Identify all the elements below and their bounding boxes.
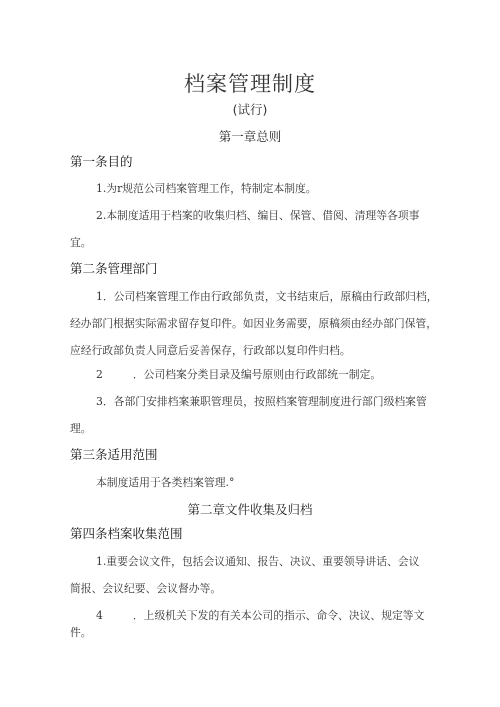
article-heading: 第二条管理部门 — [70, 261, 158, 276]
list-number: 4 — [96, 609, 103, 622]
paragraph-line: 2.本制度适用于档案的收集归档、编目、保管、借阅、清理等各项事 — [96, 209, 420, 222]
paragraph-line: 宜。 — [70, 236, 92, 249]
article-heading: 第一条目的 — [70, 154, 133, 169]
paragraph-line — [96, 608, 424, 623]
chapter-heading: 第一章总则 — [218, 129, 282, 144]
article-heading: 第四条档案收集范围 — [70, 526, 183, 541]
paragraph-line: 简报、会议纪要、会议督办等。 — [70, 582, 222, 595]
paragraph-line: 经办部门根据实际需求留存复印件。如因业务需要，原稿须由经办部门保管， — [70, 317, 438, 330]
document-title: 档案管理制度 — [184, 72, 316, 96]
paragraph-line: 件。 — [70, 626, 92, 639]
chapter-heading: 第二章文件收集及归档 — [187, 502, 313, 517]
list-number: 2 — [96, 368, 103, 381]
paragraph-line: 1.重要会议文件，包括会议通知、报告、决议、重要领导讲话、会议 — [96, 555, 420, 568]
paragraph-line: 1.为r规范公司档案管理工作，特制定本制度。 — [96, 182, 317, 195]
paragraph-line: 1．公司档案管理工作由行政部负责，文书结束后，原稿由行政部归档， — [96, 290, 438, 303]
paragraph-line: 理。 — [70, 422, 92, 435]
article-heading: 第三条适用范围 — [70, 447, 158, 462]
paragraph-line — [96, 367, 381, 382]
paragraph-line: 3．各部门安排档案兼职管理员，按照档案管理制度进行部门级档案管 — [96, 395, 427, 408]
list-text: ．公司档案分类目录及编号原则由行政部统一制定。 — [132, 368, 382, 381]
paragraph-line: 应经行政部负责人同意后妥善保存，行政部以复印件归档。 — [70, 344, 351, 357]
paragraph-line: 本制度适用于各类档案管理.° — [96, 476, 235, 489]
document-subtitle: (试行) — [232, 102, 268, 117]
list-text: ．上级机关下发的有关本公司的指示、命令、决议、规定等文 — [132, 609, 425, 622]
